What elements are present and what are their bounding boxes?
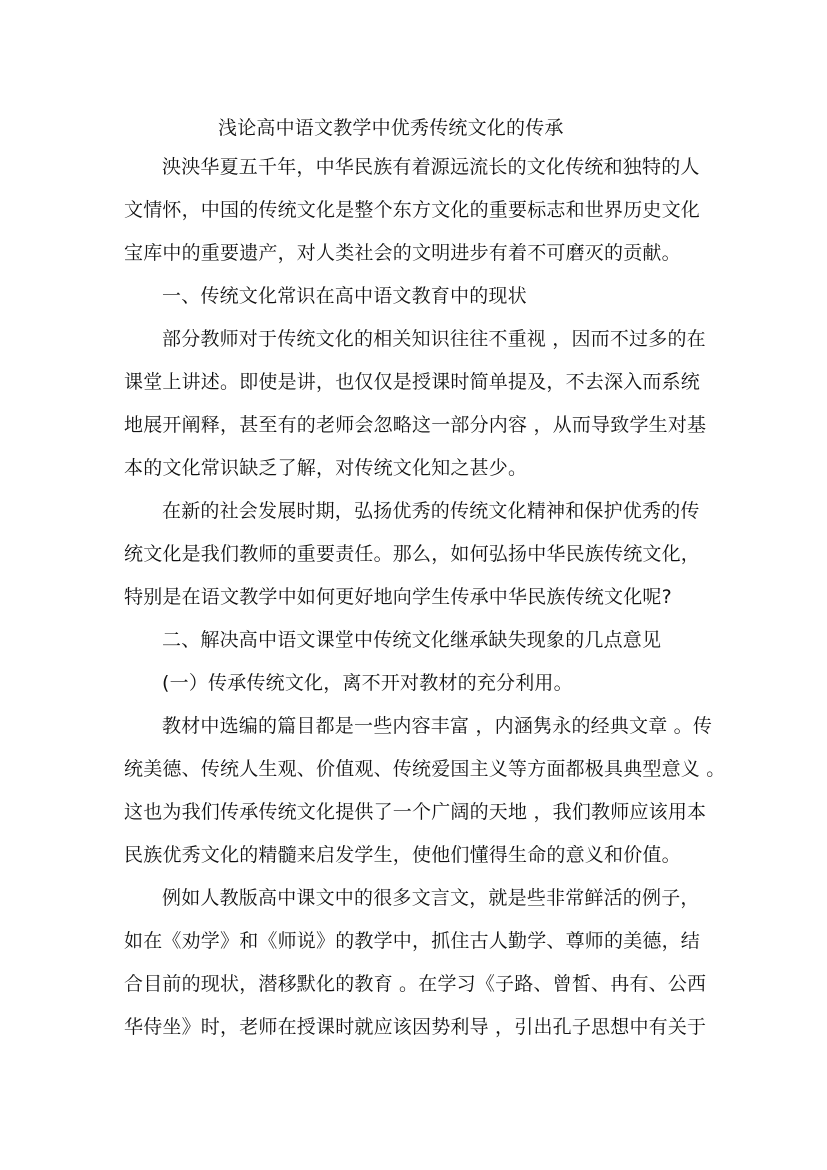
paragraph-line: 宝库中的重要遗产，对人类社会的文明进步有着不可磨灭的贡献。: [124, 242, 681, 264]
document-title: 浅论高中语文教学中优秀传统文化的传承: [218, 117, 564, 139]
section-heading: 二、解决高中语文课堂中传统文化继承缺失现象的几点意见: [162, 629, 662, 651]
paragraph-line: 文情怀，中国的传统文化是整个东方文化的重要标志和世界历史文化: [124, 199, 701, 221]
paragraph-line: 华侍坐》时，老师在授课时就应该因势利导 ，引出孔子思想中有关于: [124, 1016, 707, 1038]
paragraph-line: 泱泱华夏五千年，中华民族有着源远流长的文化传统和独特的人: [162, 156, 700, 178]
paragraph-line: 统美德、传统人生观、价值观、传统爱国主义等方面都极具典型意义 。: [124, 758, 726, 780]
paragraph-line: 在新的社会发展时期，弘扬优秀的传统文化精神和保护优秀的传: [162, 500, 700, 522]
paragraph-line: 地展开阐释，甚至有的老师会忽略这一部分内容 ，从而导致学生对基: [124, 414, 707, 436]
paragraph-line: 这也为我们传承传统文化提供了一个广阔的天地 ，我们教师应该用本: [124, 801, 707, 823]
paragraph-line: 特别是在语文教学中如何更好地向学生传承中华民族传统文化呢?: [124, 586, 672, 608]
paragraph-line: 课堂上讲述。即使是讲，也仅仅是授课时简单提及，不去深入而系统: [124, 371, 701, 393]
paragraph-line: 例如人教版高中课文中的很多文言文，就是些非常鲜活的例子，: [162, 887, 700, 909]
paragraph-line: 统文化是我们教师的重要责任。那么，如何弘扬中华民族传统文化，: [124, 543, 701, 565]
paragraph-line: 部分教师对于传统文化的相关知识往往不重视 ，因而不过多的在: [162, 328, 706, 350]
section-heading: 一、传统文化常识在高中语文教育中的现状: [162, 285, 527, 307]
subsection-heading: (一）传承传统文化，离不开对教材的充分利用。: [162, 672, 573, 694]
paragraph-line: 本的文化常识缺乏了解，对传统文化知之甚少。: [124, 457, 528, 479]
paragraph-line: 如在《劝学》和《师说》的教学中，抓住古人勤学、尊师的美德，结: [124, 930, 701, 952]
paragraph-line: 民族优秀文化的精髓来启发学生，使他们懂得生命的意义和价值。: [124, 844, 681, 866]
paragraph-line: 合目前的现状，潜移默化的教育 。在学习《子路、曾皙、冉有、公西: [124, 973, 707, 995]
paragraph-line: 教材中选编的篇目都是一些内容丰富 ，内涵隽永的经典文章 。传: [162, 715, 713, 737]
